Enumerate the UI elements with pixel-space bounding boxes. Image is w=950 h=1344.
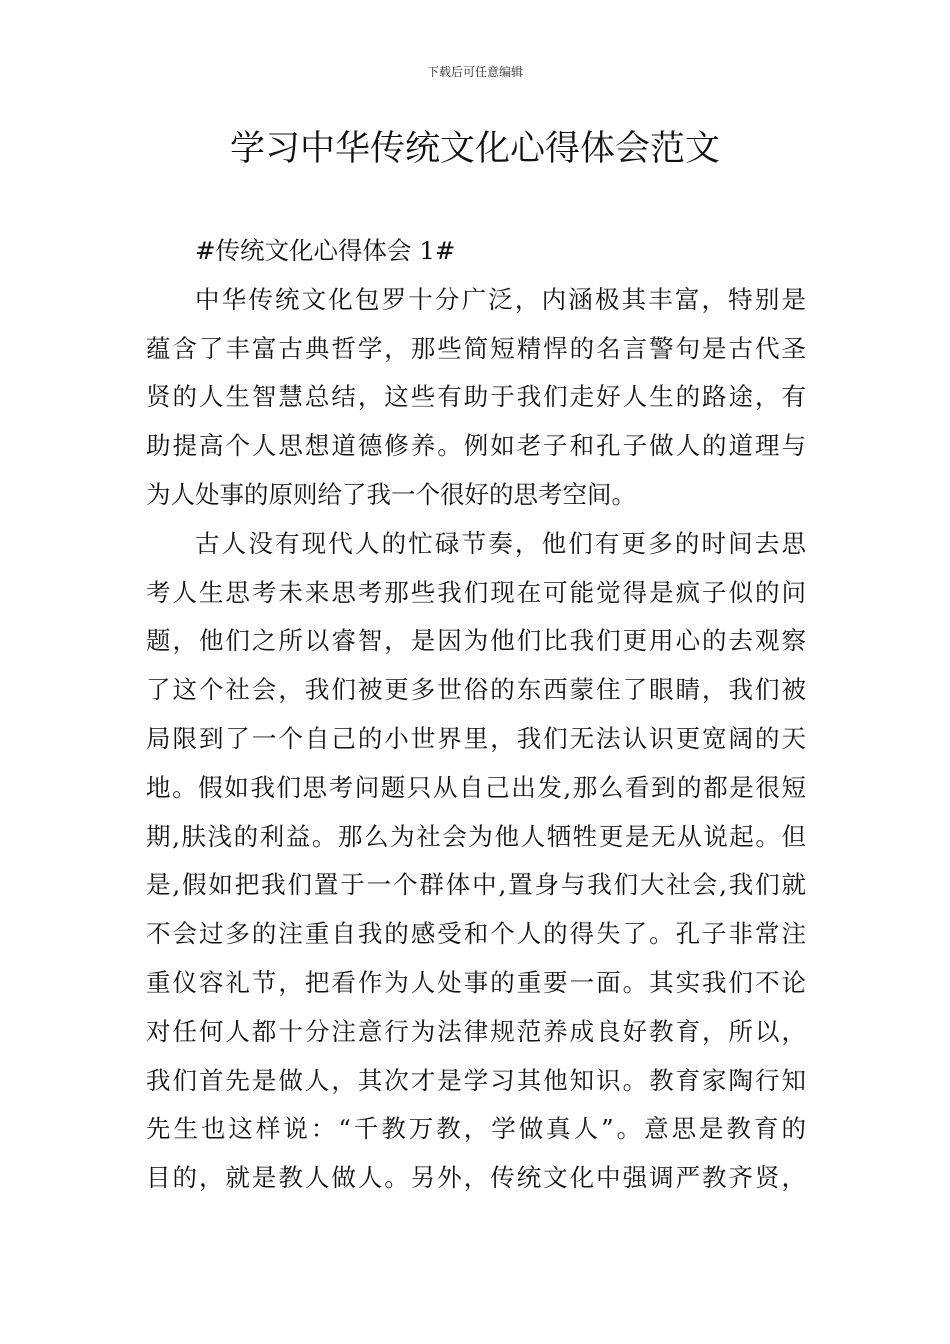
paragraph-line: 重仪容礼节，把看作为人处事的重要一面。其实我们不论 xyxy=(146,967,806,997)
paragraph-line: 题，他们之所以睿智，是因为他们比我们更用心的去观察 xyxy=(146,626,806,656)
paragraph-line: 古人没有现代人的忙碌节奏，他们有更多的时间去思 xyxy=(195,528,806,558)
paragraph-line: 目的，就是教人做人。另外，传统文化中强调严教齐贤， xyxy=(146,1163,806,1193)
paragraph-line: 局限到了一个自己的小世界里，我们无法认识更宽阔的天 xyxy=(146,723,806,753)
paragraph-line: 先生也这样说：“千教万教，学做真人”。意思是教育的 xyxy=(146,1114,806,1144)
paragraph-line: 对任何人都十分注意行为法律规范养成良好教育，所以， xyxy=(146,1016,806,1046)
paragraph-line: 助提高个人思想道德修养。例如老子和孔子做人的道理与 xyxy=(146,431,806,461)
paragraph-line: 我们首先是做人，其次才是学习其他知识。教育家陶行知 xyxy=(146,1065,806,1095)
paragraph-line: 期,肤浅的利益。那么为社会为他人牺牲更是无从说起。但 xyxy=(146,821,806,851)
document-body xyxy=(146,227,806,1203)
paragraph-line: 考人生思考未来思考那些我们现在可能觉得是疯子似的问 xyxy=(146,577,806,607)
paragraph-line: 了这个社会，我们被更多世俗的东西蒙住了眼睛，我们被 xyxy=(146,675,806,705)
paragraph-line: 贤的人生智慧总结，这些有助于我们走好人生的路途，有 xyxy=(146,382,806,412)
section-heading: #传统文化心得体会 1# xyxy=(195,236,456,265)
page-title: 学习中华传统文化心得体会范文 xyxy=(229,129,720,169)
paragraph-line: 是,假如把我们置于一个群体中,置身与我们大社会,我们就 xyxy=(146,870,806,900)
paragraph-line: 中华传统文化包罗十分广泛，内涵极其丰富，特别是 xyxy=(195,284,806,314)
paragraph-line: 地。假如我们思考问题只从自己出发,那么看到的都是很短 xyxy=(146,772,806,802)
paragraph-line: 蕴含了丰富古典哲学，那些简短精悍的名言警句是古代圣 xyxy=(146,333,806,363)
paragraph-line: 为人处事的原则给了我一个很好的思考空间。 xyxy=(146,479,636,509)
page-header-note: 下载后可任意编辑 xyxy=(426,65,523,79)
paragraph-line: 不会过多的注重自我的感受和个人的得失了。孔子非常注 xyxy=(146,919,806,949)
